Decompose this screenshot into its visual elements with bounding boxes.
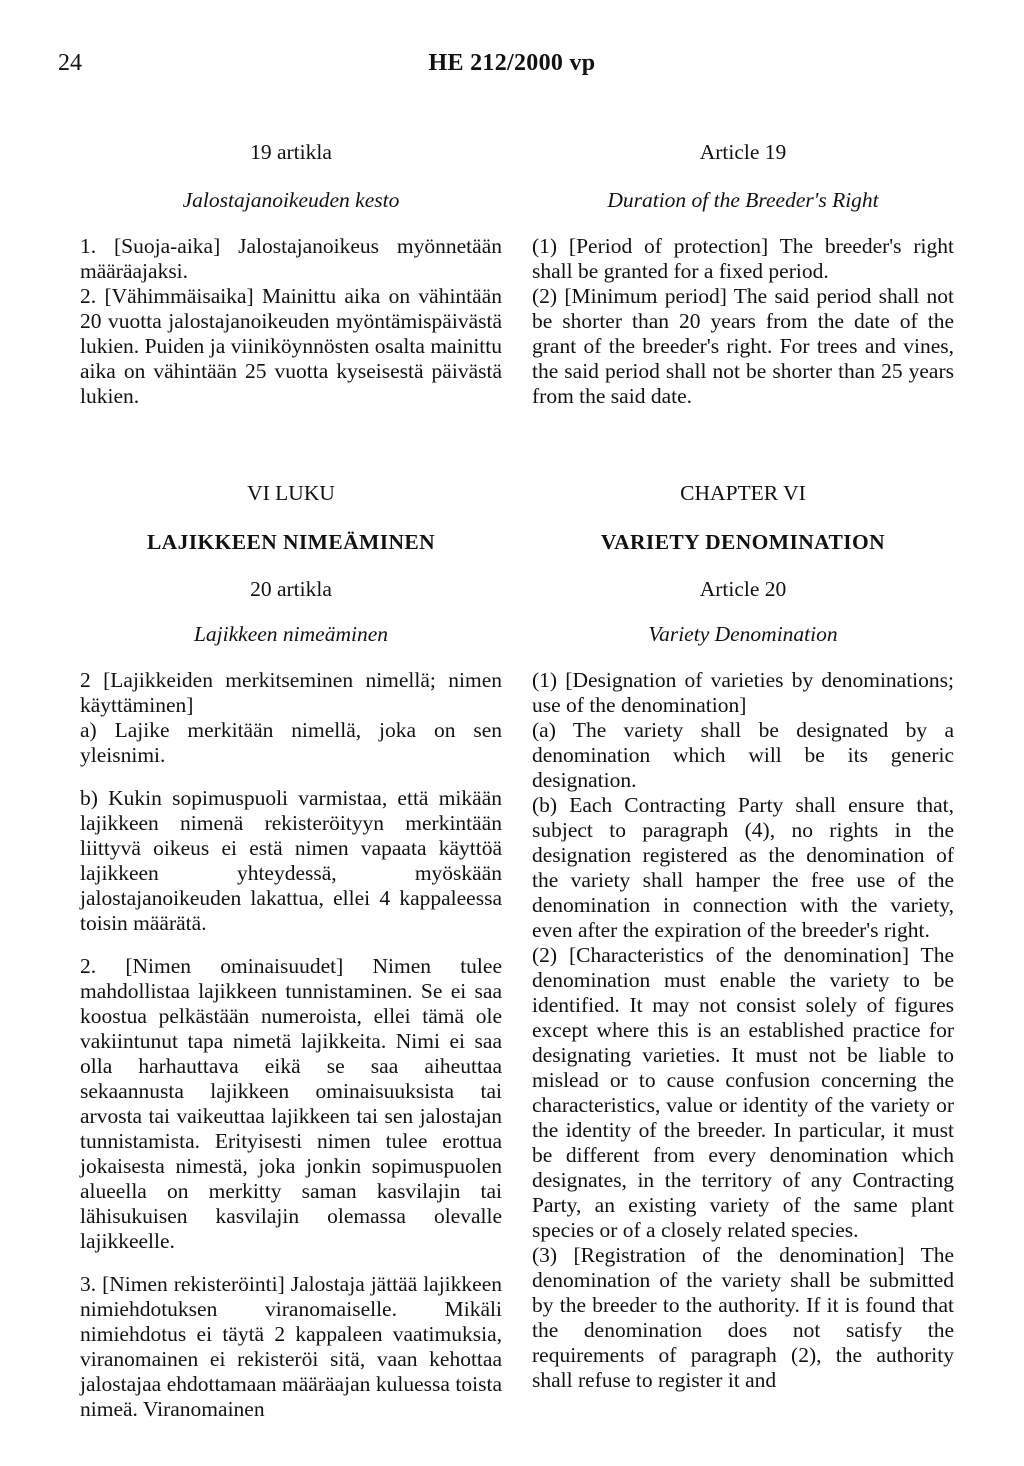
article-19-number-en: Article 19 [699,140,787,164]
chapter-title: LAJIKKEEN NIMEÄMINEN [146,530,436,554]
article-20-para-4-en: (2) [Characteristics of the denomination] The denomination must enable the variety to be identified. It may not consist solely of figures except where this is an established practice for designating varieties. It must not be liable to mislead or to cause confusion concerning the characteristics, value or identity of the variety or the identity of the breeder. In particular, it must be different from every denomination which designates, in the territory of any Contracting Party, an existing variety of the same plant species or of a closely related species. [532,943,954,1242]
article-20-para-2: a) Lajike merkitään nimellä, joka on sen yleisnimi. [80,718,502,767]
article-20-para-4: 2. [Nimen ominaisuudet] Nimen tulee mahdollistaa lajikkeen tunnistaminen. Se ei saa koostua pelkästään numeroista, ellei tämä ole vakiintunut tapa nimetä lajikkeita. Nimi ei saa olla harhauttava eikä se saa aiheuttaa sekaannusta lajikkeen ominaisuuksista tai arvosta tai vaikeuttaa lajikkeen tai sen jalostajan tunnistamista. Erityisesti nimen tulee erottua jokaisesta nimestä, joka jonkin sopimuspuolen alueella on merkitty saman kasvilajin tai lähisukuisen kasvilajin olemassa olevalle lajikkeelle. [80,954,502,1253]
chapter-number-en: CHAPTER VI [680,481,806,505]
article-20-title-en: Variety Denomination [648,622,838,646]
chapter-number: VI LUKU [247,481,335,505]
english-column [532,140,954,1393]
article-20-number-en: Article 20 [699,577,787,601]
article-20-para-3-en: (b) Each Contracting Party shall ensure that, subject to paragraph (4), no rights in the designation registered as the denomination of the variety shall hamper the free use of the denomination in connection with the variety, even after the expiration of the breeder's right. [532,793,954,942]
article-19-title: Jalostajanoikeuden kesto [182,188,400,212]
article-20-para-3: b) Kukin sopimuspuoli varmistaa, että mikään lajikkeen nimenä rekisteröityyn merkintään liittyvä oikeus ei estä nimen vapaata käyttöä lajikkeen yhteydessä, myöskään jalostajanoikeuden lakattua, ellei 4 kappaleessa toisin määrätä. [80,786,502,935]
article-19-para-2: 2. [Vähimmäisaika] Mainittu aika on vähintään 20 vuotta jalostajanoikeuden myöntämispäivästä lukien. Puiden ja viiniköynnösten osalta mainittu aika on vähintään 25 vuotta kyseisestä päivästä lukien. [80,284,502,408]
article-20-para-5-en: (3) [Registration of the denomination] The denomination of the variety shall be submitted by the breeder to the authority. If it is found that the denomination does not satisfy the requirements of paragraph (2), the authority shall refuse to register it and [532,1243,954,1392]
page-number: 24 [58,50,82,76]
chapter-title-en: VARIETY DENOMINATION [600,530,886,554]
article-20-para-5: 3. [Nimen rekisteröinti] Jalostaja jättää lajikkeen nimiehdotuksen viranomaiselle. Mikäli nimiehdotus ei täytä 2 kappaleen vaatimuksia, viranomainen ei rekisteröi sitä, vaan kehottaa jalostajaa ehdottamaan määräajan kuluessa toista nimeä. Viranomainen [80,1272,502,1421]
article-19-para-2-en: (2) [Minimum period] The said period shall not be shorter than 20 years from the date of the grant of the breeder's right. For trees and vines, the said period shall not be shorter than 25 years from the said date. [532,284,954,408]
article-19-para-1: 1. [Suoja-aika] Jalostajanoikeus myönnetään määräajaksi. [80,234,502,283]
article-20-number: 20 artikla [250,577,332,601]
document-id: HE 212/2000 vp [428,50,596,76]
article-20-title: Lajikkeen nimeäminen [193,622,389,646]
article-20-para-1-en: (1) [Designation of varieties by denominations; use of the denomination] [532,668,954,717]
finnish-column [80,140,502,1422]
article-20-para-1: 2 [Lajikkeiden merkitseminen nimellä; nimen käyttäminen] [80,668,502,717]
article-19-para-1-en: (1) [Period of protection] The breeder's right shall be granted for a fixed period. [532,234,954,283]
article-20-para-2-en: (a) The variety shall be designated by a denomination which will be its generic designation. [532,718,954,792]
article-19-title-en: Duration of the Breeder's Right [607,188,879,212]
article-19-number: 19 artikla [250,140,332,164]
